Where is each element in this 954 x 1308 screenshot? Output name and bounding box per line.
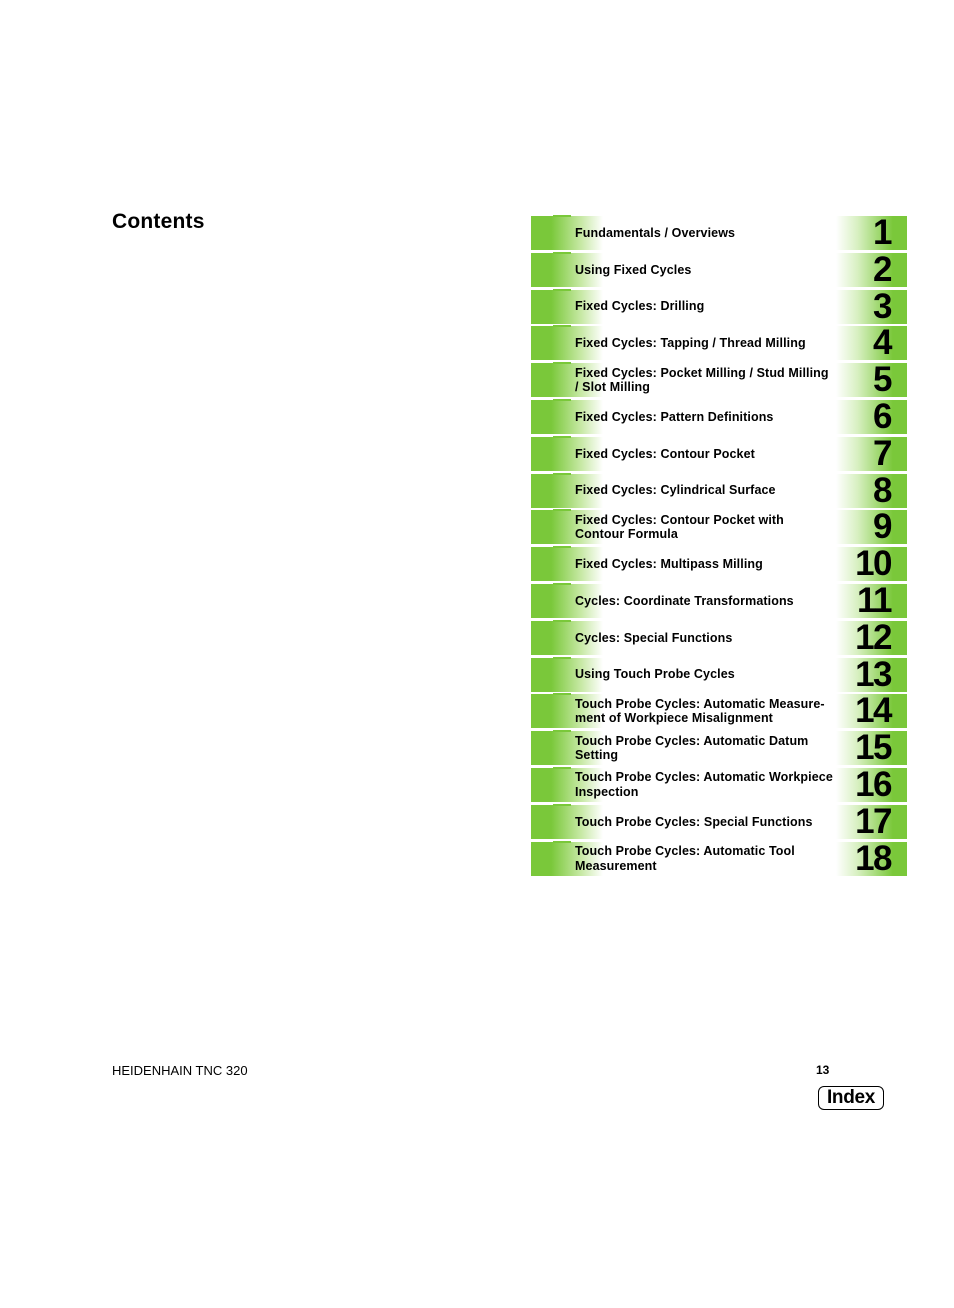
chapter-number: 5	[873, 360, 891, 400]
toc-item-7[interactable]	[531, 433, 907, 473]
index-button[interactable]: Index	[818, 1086, 884, 1110]
chapter-number: 7	[873, 433, 891, 473]
chapter-number-tab[interactable]	[836, 728, 907, 768]
chapter-number-tab[interactable]	[836, 764, 907, 804]
chapter-number: 12	[855, 617, 891, 657]
toc-item-5[interactable]	[531, 360, 907, 400]
footer-page-number: 13	[816, 1063, 830, 1077]
chapter-number: 3	[873, 286, 891, 326]
chapter-number-tab[interactable]	[836, 213, 907, 252]
chapter-number: 15	[855, 728, 891, 768]
toc-item-label: Touch Probe Cycles: Special Functions	[575, 814, 813, 829]
table-of-contents	[531, 213, 907, 878]
chapter-number: 2	[873, 249, 891, 289]
chapter-number: 8	[873, 470, 891, 510]
chapter-number: 9	[873, 507, 891, 547]
toc-item-2[interactable]	[531, 249, 907, 289]
toc-item-11[interactable]	[531, 580, 907, 620]
chapter-number-tab[interactable]	[836, 507, 907, 547]
chapter-number: 16	[855, 764, 891, 804]
toc-item-14[interactable]	[531, 691, 907, 731]
toc-item-label: Fixed Cycles: Contour Pocket	[575, 446, 755, 461]
toc-item-label: Fundamentals / Overviews	[575, 225, 736, 240]
toc-item-15[interactable]	[531, 728, 907, 768]
chapter-number: 11	[857, 580, 891, 620]
chapter-number: 18	[855, 838, 891, 878]
toc-item-label: Fixed Cycles: Contour Pocket with Contour Formula	[575, 512, 784, 542]
chapter-number-tab[interactable]	[836, 544, 907, 584]
toc-item-8[interactable]	[531, 470, 907, 510]
toc-item-label: Fixed Cycles: Pattern Definitions	[575, 409, 774, 424]
toc-item-label: Fixed Cycles: Tapping / Thread Milling	[575, 336, 806, 351]
chapter-number: 4	[873, 323, 891, 363]
footer-product-name: HEIDENHAIN TNC 320	[112, 1063, 248, 1078]
toc-item-label: Fixed Cycles: Pocket Milling / Stud Milling / Slot Milling	[575, 365, 829, 395]
toc-item-4[interactable]	[531, 323, 907, 363]
chapter-number-tab[interactable]	[836, 396, 907, 436]
toc-item-label: Touch Probe Cycles: Automatic Datum Setting	[575, 733, 809, 763]
toc-item-3[interactable]	[531, 286, 907, 326]
toc-item-17[interactable]	[531, 801, 907, 841]
chapter-number: 1	[873, 213, 891, 252]
toc-item-label: Touch Probe Cycles: Automatic Workpiece Inspection	[575, 770, 833, 799]
chapter-number-tab[interactable]	[836, 433, 907, 473]
toc-item-6[interactable]	[531, 396, 907, 436]
chapter-number-tab[interactable]	[836, 801, 907, 841]
chapter-number-tab[interactable]	[836, 617, 907, 657]
toc-item-label: Using Fixed Cycles	[575, 262, 692, 277]
toc-item-1[interactable]	[531, 213, 907, 252]
toc-item-9[interactable]	[531, 507, 907, 547]
toc-item-label: Using Touch Probe Cycles	[575, 667, 735, 682]
toc-item-label: Cycles: Coordinate Transformations	[575, 593, 794, 608]
toc-item-label: Touch Probe Cycles: Automatic Tool Measurement	[575, 844, 795, 873]
toc-item-13[interactable]	[531, 654, 907, 694]
toc-item-label: Fixed Cycles: Drilling	[575, 299, 705, 314]
chapter-number-tab[interactable]	[836, 470, 907, 510]
chapter-number-tab[interactable]	[836, 691, 907, 731]
chapter-number-tab[interactable]	[836, 323, 907, 363]
toc-item-10[interactable]	[531, 544, 907, 584]
toc-item-label: Cycles: Special Functions	[575, 630, 733, 645]
toc-item-12[interactable]	[531, 617, 907, 657]
chapter-number-tab[interactable]	[836, 838, 907, 878]
chapter-number: 10	[855, 544, 891, 584]
chapter-number: 17	[855, 801, 891, 841]
chapter-number-tab[interactable]	[836, 580, 907, 620]
chapter-number: 14	[855, 691, 891, 731]
toc-item-label: Fixed Cycles: Cylindrical Surface	[575, 483, 776, 498]
chapter-number-tab[interactable]	[836, 286, 907, 326]
toc-item-label: Touch Probe Cycles: Automatic Measure-ment of Workpiece Misalignment	[575, 696, 825, 726]
toc-item-18[interactable]	[531, 838, 907, 878]
page-title: Contents	[112, 210, 205, 233]
toc-item-label: Fixed Cycles: Multipass Milling	[575, 556, 763, 571]
chapter-number-tab[interactable]	[836, 654, 907, 694]
chapter-number-tab[interactable]	[836, 249, 907, 289]
chapter-number-tab[interactable]	[836, 360, 907, 400]
chapter-number: 6	[873, 396, 891, 436]
chapter-number: 13	[855, 654, 891, 694]
toc-item-16[interactable]	[531, 764, 907, 804]
